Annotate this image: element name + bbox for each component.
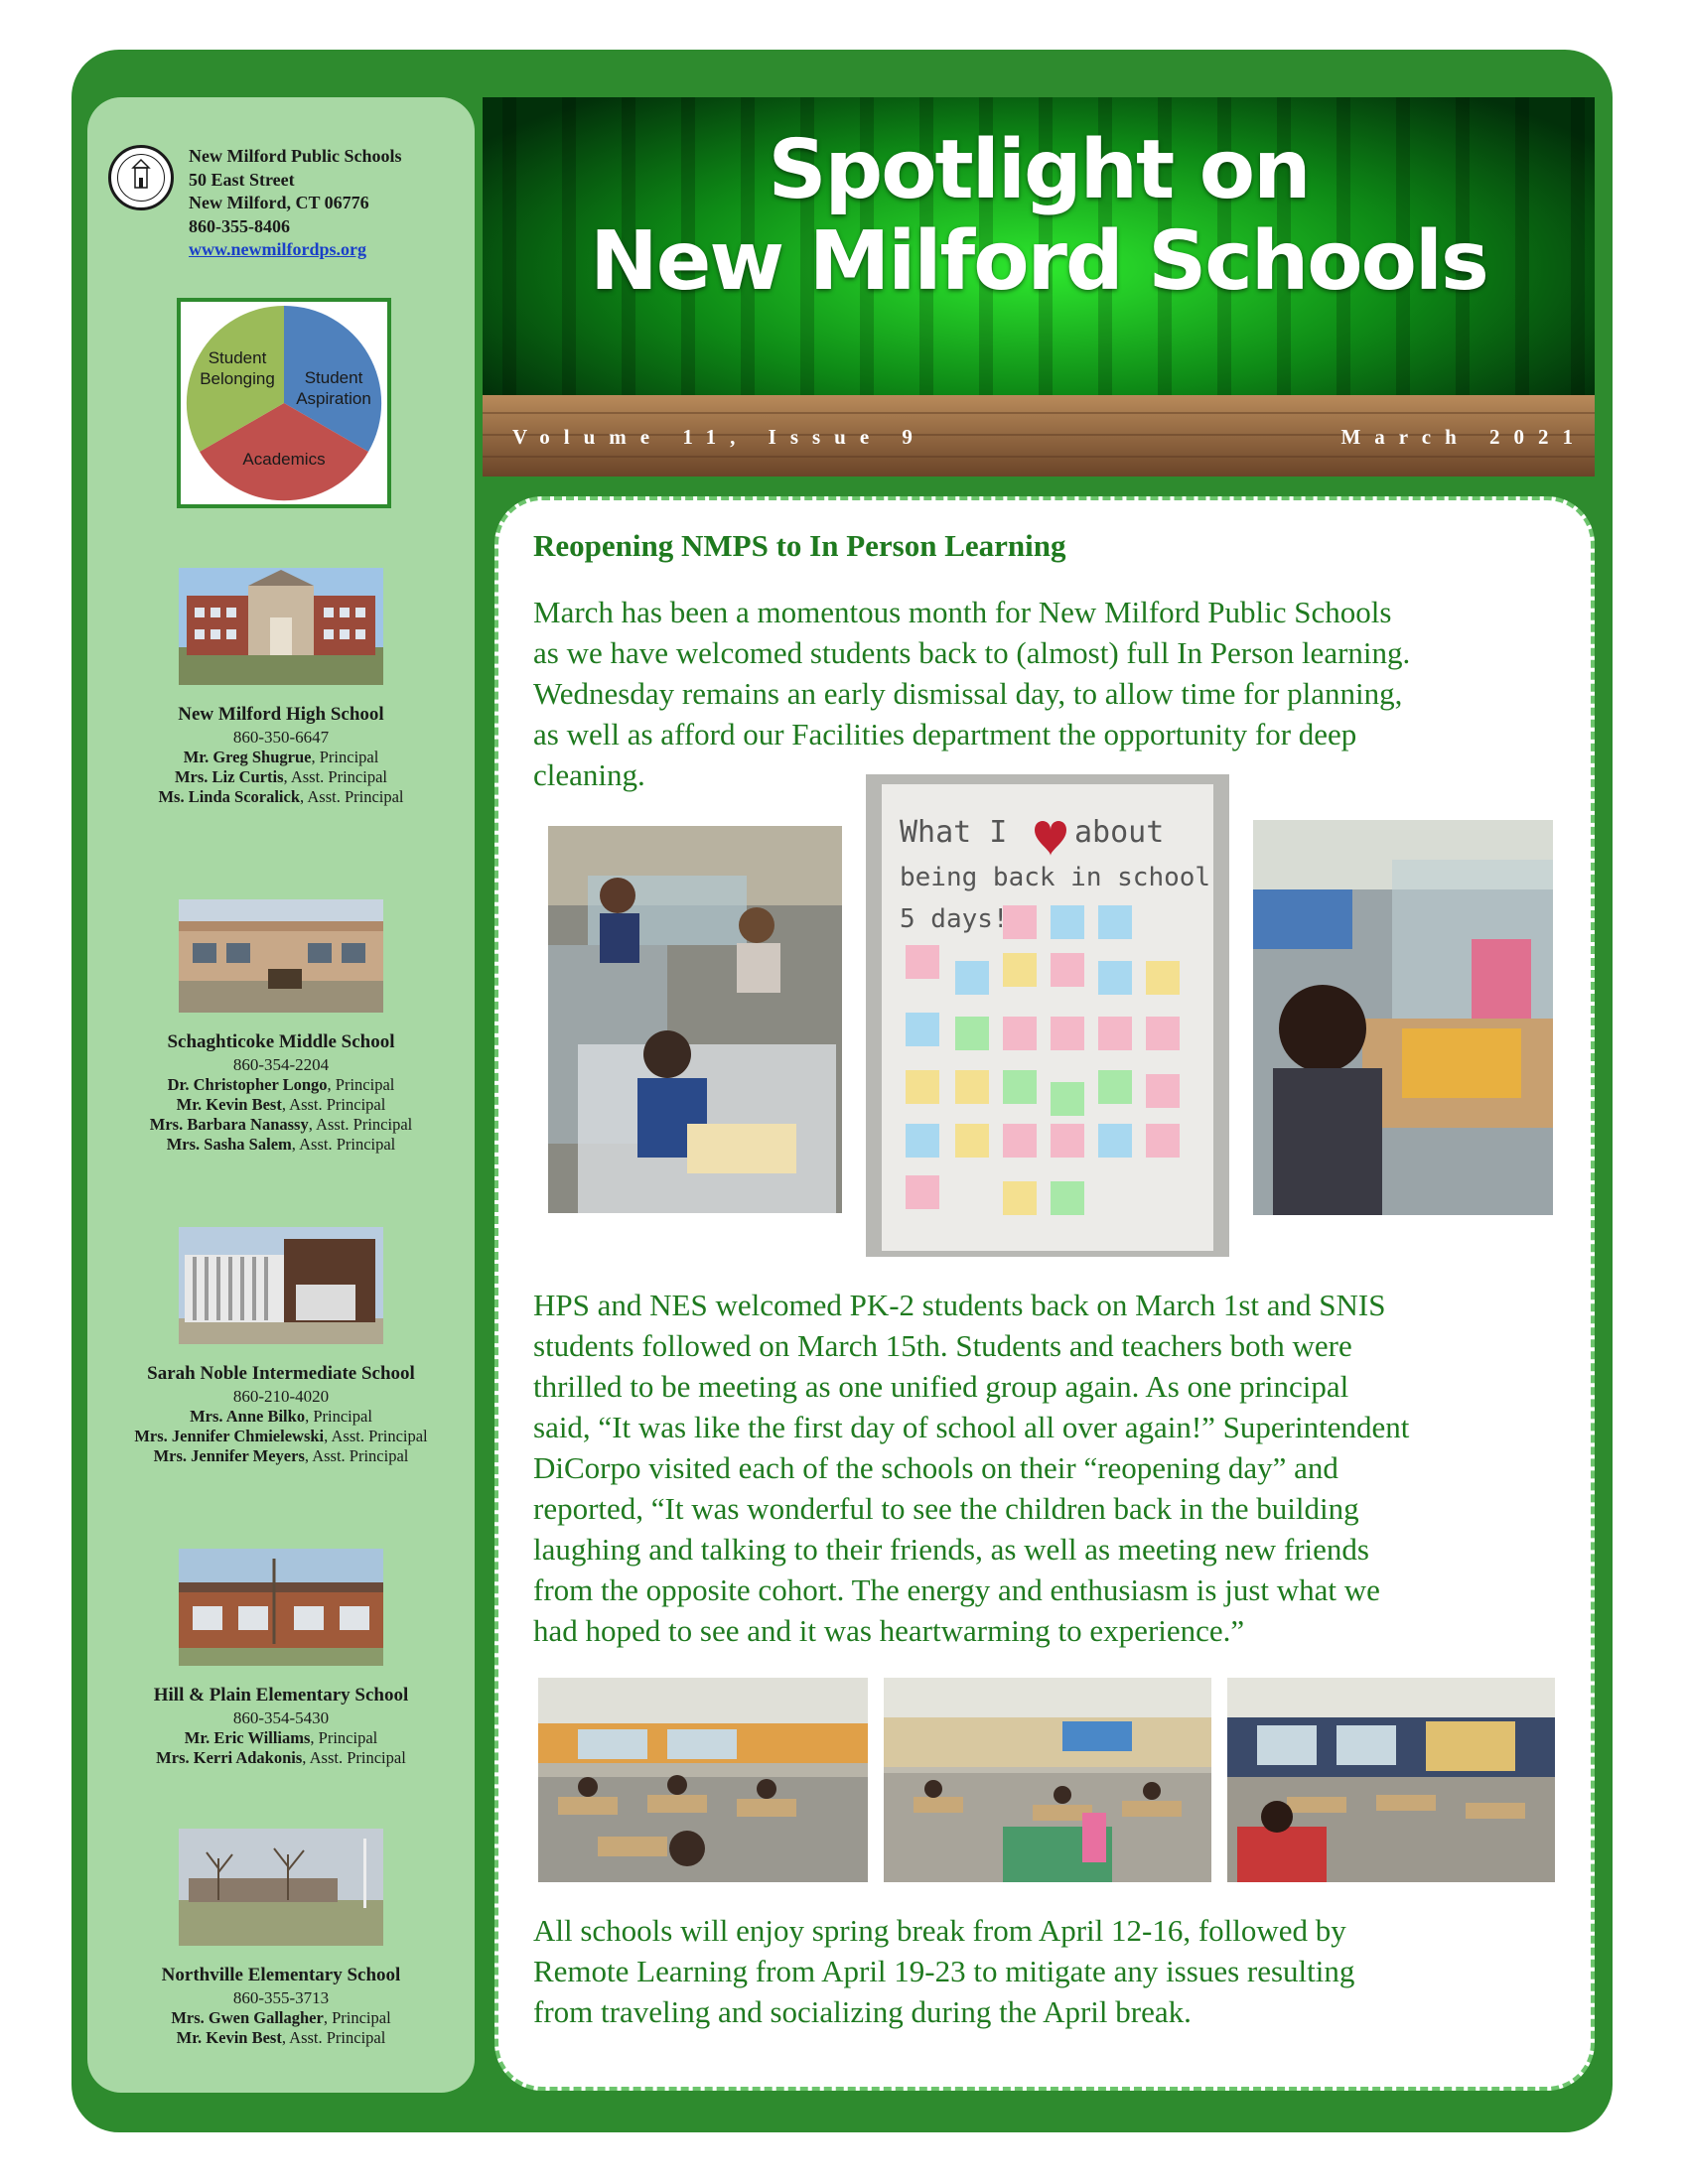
northville-school-photo bbox=[179, 1829, 383, 1946]
school-block-intermediate-school: Sarah Noble Intermediate School 860-210-4020 Mrs. Anne Bilko, Principal Mrs. Jennifer Chmielewski, Asst. Principal Mrs. Jennifer Meyers, Asst. Principal bbox=[89, 1227, 473, 1466]
article-headline: Reopening NMPS to In Person Learning bbox=[533, 528, 1066, 563]
school-phone: 860-355-3713 bbox=[232, 1988, 330, 2007]
school-block-middle-school: Schaghticoke Middle School 860-354-2204 Dr. Christopher Longo, Principal Mr. Kevin Best, Asst. Principal Mrs. Barbara Nanassy, Asst. Principal Mrs. Sasha Salem, Asst. Principal bbox=[89, 899, 473, 1155]
article-paragraph-2: HPS and NES welcomed PK-2 students back on March 1st and SNIS students followed on March 15th. Students and teachers both were thrilled to be meeting as one unified group again. As one principal said, “It was like the first day of school all over again!” Superintendent DiCorpo visited each of the schools on their “reopening day” and reported, “It was wonderful to see the children back in the building laughing and talking to their friends, as well as meeting new friends from the opposite cohort. The energy and enthusiasm is just what we had hoped to see and it was heartwarming to experience.” bbox=[533, 1288, 1410, 1648]
school-block-high-school: New Milford High School 860-350-6647 Mr. Greg Shugrue, Principal Mrs. Liz Curtis, Asst. Principal Ms. Linda Scoralick, Asst. Principal bbox=[89, 568, 473, 807]
poster-text-line1: What I bbox=[900, 815, 1008, 850]
intermediate-school-photo bbox=[179, 1227, 383, 1344]
school-name: Sarah Noble Intermediate School bbox=[147, 1363, 415, 1384]
classroom-photo-wide-3 bbox=[1227, 1678, 1555, 1882]
district-seal-logo bbox=[108, 145, 174, 210]
school-phone: 860-210-4020 bbox=[232, 1387, 330, 1406]
school-phone: 860-350-6647 bbox=[232, 728, 330, 747]
poster-sticky-notes-photo bbox=[866, 774, 1229, 1257]
school-name: Schaghticoke Middle School bbox=[167, 1031, 395, 1052]
high-school-photo bbox=[179, 568, 383, 685]
pie-label-academics: Academics bbox=[242, 450, 326, 469]
district-phone: 860-355-8406 bbox=[189, 215, 290, 236]
district-website-link[interactable]: www.newmilfordps.org bbox=[189, 239, 366, 259]
school-name: Northville Elementary School bbox=[161, 1965, 401, 1985]
poster-text-line3: 5 days! bbox=[900, 904, 1009, 934]
school-block-hill-plain: Hill & Plain Elementary School 860-354-5430 Mr. Eric Williams, Principal Mrs. Kerri Adakonis, Asst. Principal bbox=[89, 1549, 473, 1768]
pillars-pie-diagram bbox=[177, 298, 391, 508]
article-paragraph-3: All schools will enjoy spring break from April 12-16, followed by Remote Learning from April 19-23 to mitigate any issues resulting from traveling and socializing during the April break. bbox=[533, 1913, 1355, 2029]
school-name: Hill & Plain Elementary School bbox=[153, 1685, 409, 1706]
classroom-photo-wide-2 bbox=[884, 1678, 1211, 1882]
classroom-photo-wide-1 bbox=[538, 1678, 868, 1882]
hill-plain-school-photo bbox=[179, 1549, 383, 1666]
poster-text-line1b: about bbox=[1074, 815, 1165, 850]
middle-school-photo bbox=[179, 899, 383, 1013]
newsletter-title-line2: New Milford Schools bbox=[590, 214, 1487, 309]
school-block-northville: Northville Elementary School 860-355-3713 Mrs. Gwen Gallagher, Principal Mr. Kevin Best, Asst. Principal bbox=[89, 1829, 473, 2048]
newsletter-title-line1: Spotlight on bbox=[768, 123, 1310, 217]
district-contact bbox=[189, 145, 477, 262]
district-name: New Milford Public Schools bbox=[189, 146, 402, 166]
school-phone: 860-354-5430 bbox=[232, 1708, 330, 1727]
article-paragraph-1: March has been a momentous month for New Milford Public Schools as we have welcomed students back to (almost) full In Person learning. Wednesday remains an early dismissal day, to allow time for planning, as well as afford our Facilities department the opportunity for deep cleaning. bbox=[533, 595, 1411, 792]
poster-text-line2: being back in school bbox=[900, 863, 1211, 892]
school-name: New Milford High School bbox=[178, 704, 384, 725]
pie-label-aspiration: Student Aspiration bbox=[296, 368, 371, 408]
issue-date: March 2021 bbox=[1340, 425, 1587, 449]
school-phone: 860-354-2204 bbox=[232, 1055, 330, 1074]
classroom-photo-student-phone bbox=[1253, 820, 1553, 1215]
pie-label-belonging: Student Belonging bbox=[200, 348, 275, 388]
masthead-banner bbox=[483, 97, 1595, 477]
district-street: 50 East Street bbox=[189, 169, 295, 190]
volume-issue: Volume 11, Issue 9 bbox=[512, 425, 926, 449]
district-city: New Milford, CT 06776 bbox=[189, 193, 369, 212]
classroom-photo-students-desks bbox=[548, 826, 842, 1213]
